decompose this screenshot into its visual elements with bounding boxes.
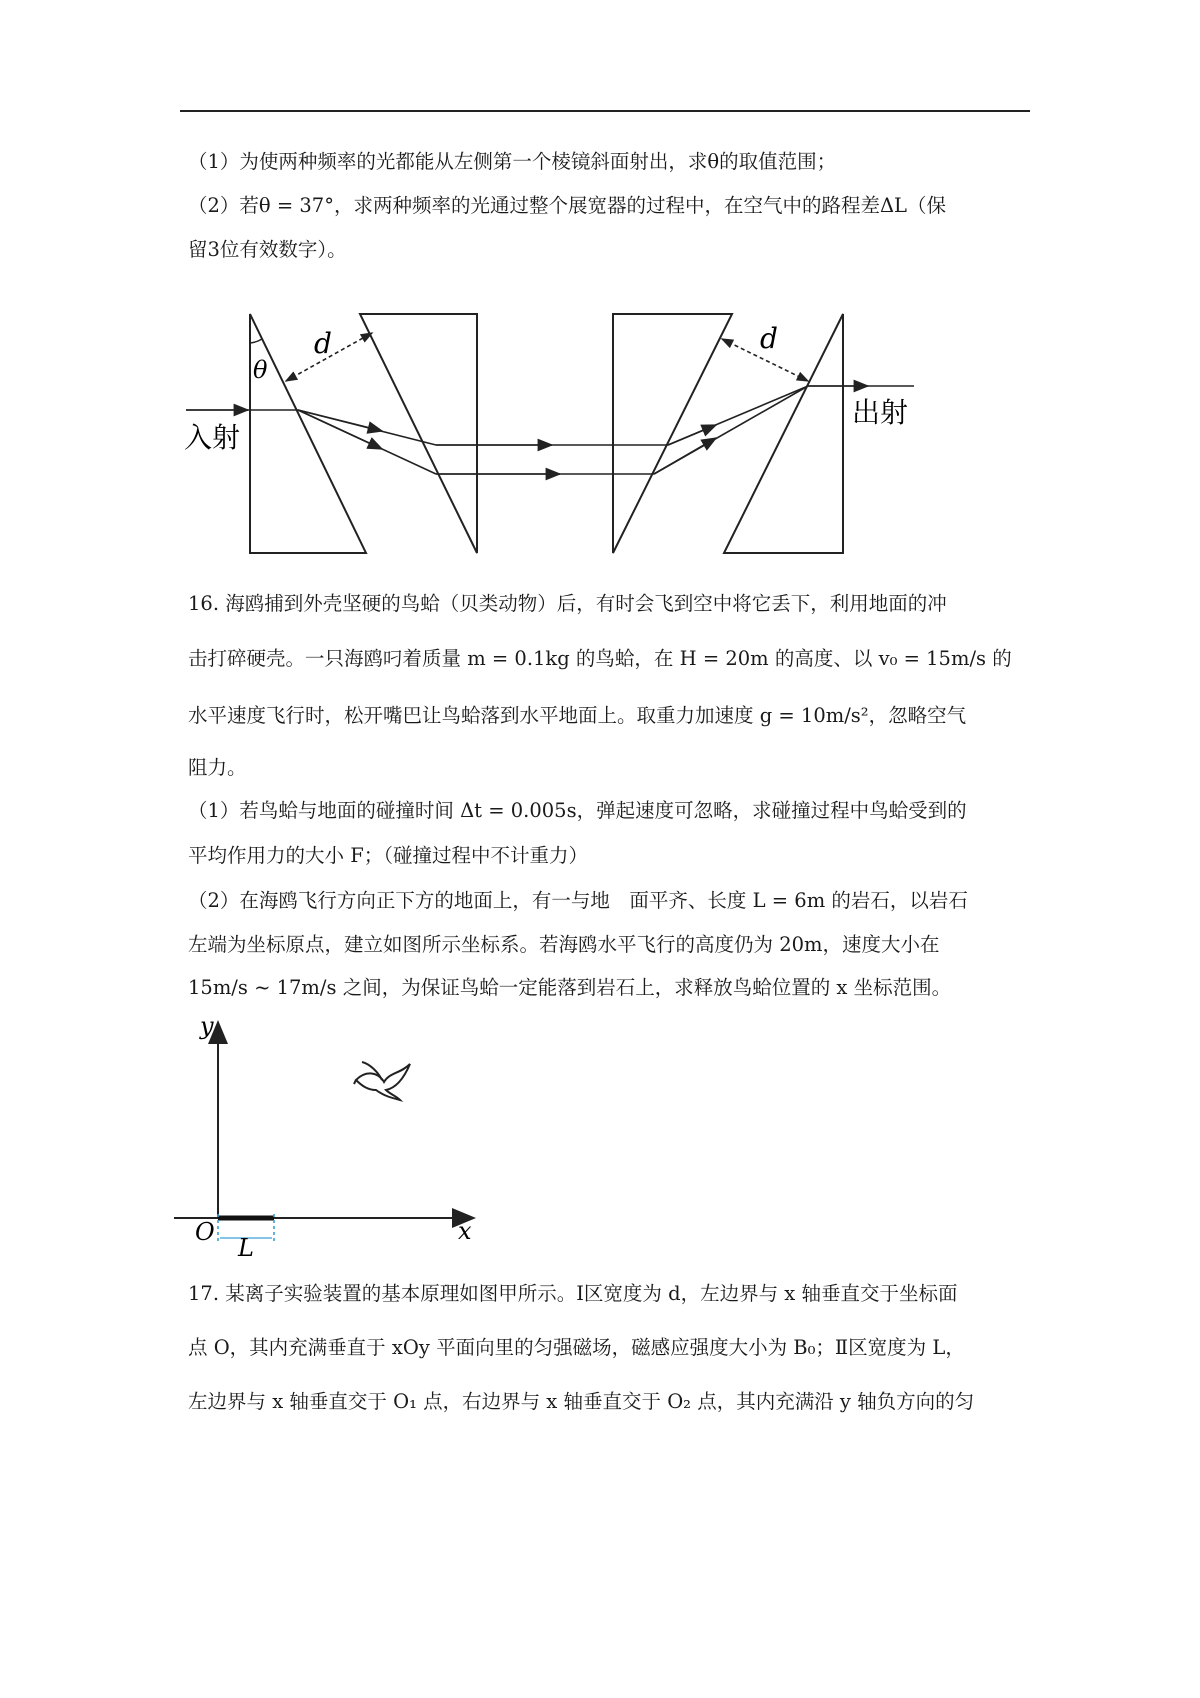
q15-part2-line1: （2）若θ = 37°，求两种频率的光通过整个展宽器的过程中，在空气中的路程差ΔL（保: [188, 194, 946, 217]
q15-part1: （1）为使两种频率的光都能从左侧第一个棱镜斜面射出，求θ的取值范围；: [188, 150, 837, 173]
label-x: x: [458, 1217, 472, 1245]
label-incident: 入射: [184, 421, 241, 454]
q17-line3: 左边界与 x 轴垂直交于 O₁ 点，右边界与 x 轴垂直交于 O₂ 点，其内充满沿 y 轴负方向的匀: [188, 1390, 975, 1413]
label-theta: θ: [253, 356, 268, 384]
q16-part2-line2: 左端为坐标原点，建立如图所示坐标系。若海鸥水平飞行的高度仍为 20m，速度大小在: [188, 933, 940, 956]
q16-line3: 水平速度飞行时，松开嘴巴让鸟蛤落到水平地面上。取重力加速度 g = 10m/s²，忽略空气: [188, 704, 967, 727]
label-d-left: d: [314, 327, 332, 360]
label-exit: 出射: [852, 396, 909, 429]
prism-2: [360, 314, 477, 553]
label-y: y: [200, 1015, 214, 1040]
seagull-icon: [354, 1062, 410, 1100]
header-rule: [180, 110, 1030, 112]
q16-part2-line1: （2）在海鸥飞行方向正下方的地面上，有一与地 面平齐、长度 L = 6m 的岩石，以岩石: [188, 889, 968, 912]
q15-part2-line2: 留3位有效数字）。: [188, 238, 347, 261]
q16-line4: 阻力。: [188, 756, 247, 779]
prism-stretcher-figure: [180, 300, 940, 570]
label-d-right: d: [760, 322, 778, 355]
prism-4: [724, 314, 843, 553]
q16-part1-line2: 平均作用力的大小 F；（碰撞过程中不计重力）: [188, 844, 588, 867]
q16-part2-line3: 15m/s ~ 17m/s 之间，为保证鸟蛤一定能落到岩石上，求释放鸟蛤位置的 x 坐标范围。: [188, 976, 952, 999]
prism-3: [613, 314, 732, 553]
label-L: L: [238, 1234, 254, 1262]
coordinate-figure: [170, 1015, 490, 1265]
q17-line1: 17. 某离子实验装置的基本原理如图甲所示。Ⅰ区宽度为 d，左边界与 x 轴垂直交于坐标面: [188, 1282, 958, 1305]
q16-line2: 击打碎硬壳。一只海鸥叼着质量 m = 0.1kg 的鸟蛤，在 H = 20m 的高度、以 v₀ = 15m/s 的: [188, 647, 1012, 670]
q16-part1-line1: （1）若鸟蛤与地面的碰撞时间 Δt = 0.005s，弹起速度可忽略，求碰撞过程中鸟蛤受到的: [188, 799, 967, 822]
label-origin: O: [195, 1218, 215, 1246]
q17-line2: 点 O，其内充满垂直于 xOy 平面向里的匀强磁场，磁感应强度大小为 B₀；Ⅱ区宽度为 L，: [188, 1336, 965, 1359]
q16-line1: 16. 海鸥捕到外壳坚硬的鸟蛤（贝类动物）后，有时会飞到空中将它丢下，利用地面的冲: [188, 592, 947, 615]
theta-arc: [250, 339, 262, 343]
